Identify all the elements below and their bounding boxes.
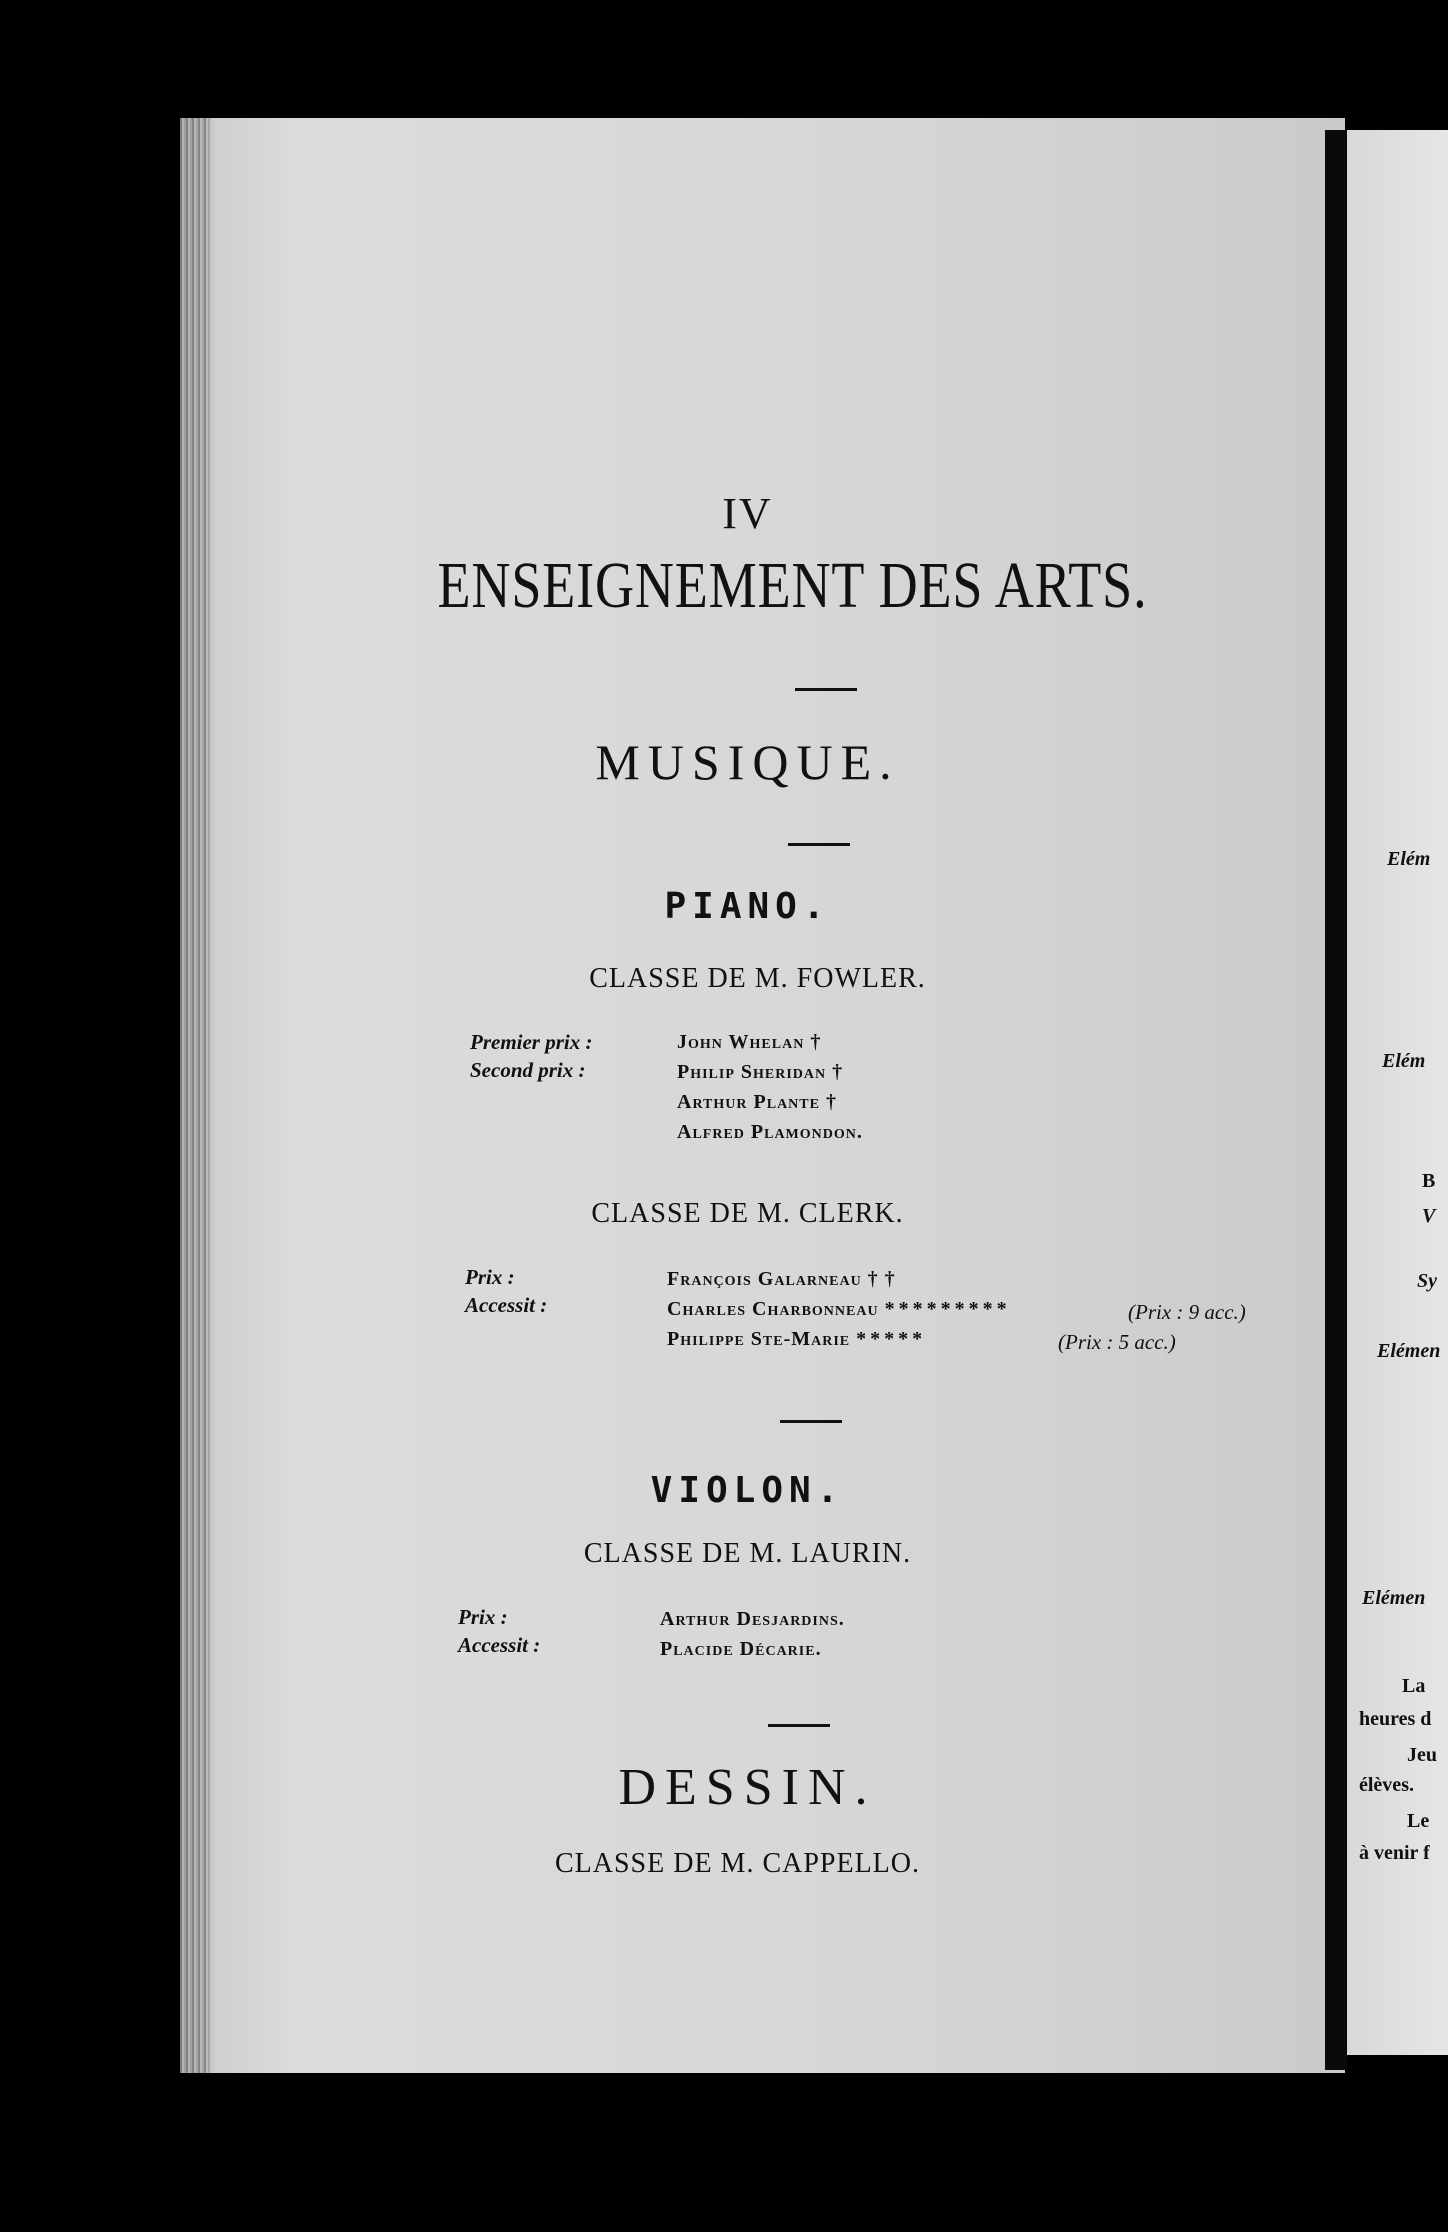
violin-laurin-entry: Arthur Desjardins.	[660, 1608, 845, 1630]
second-prize-label: Second prix :	[470, 1058, 586, 1082]
piano-class-fowler-title: CLASSE DE M. FOWLER.	[589, 963, 926, 994]
accessit-label: Accessit :	[465, 1293, 548, 1317]
prize-label: Prix :	[458, 1605, 508, 1629]
entry-marks: *********	[884, 1298, 1011, 1320]
adjacent-page-fragment: Elémen	[1362, 1587, 1426, 1609]
violin-heading: VIOLON.	[650, 1470, 845, 1511]
entry-name: Charles Charbonneau	[667, 1298, 879, 1320]
entry-name: Philippe Ste-Marie	[667, 1328, 851, 1350]
divider-rule	[795, 688, 857, 691]
drawing-heading: DESSIN.	[618, 1759, 877, 1816]
piano-fowler-entry: Alfred Plamondon.	[677, 1121, 863, 1143]
accessit-label: Accessit :	[458, 1633, 541, 1657]
adjacent-page-fragment: heures d	[1359, 1708, 1432, 1730]
adjacent-page-fragment: Jeu	[1407, 1744, 1437, 1766]
adjacent-page-fragment: à venir f	[1359, 1842, 1430, 1864]
piano-fowler-entry: Arthur Plante †	[677, 1091, 837, 1113]
adjacent-page-fragment: Le	[1407, 1810, 1430, 1832]
adjacent-page-fragment: B	[1422, 1170, 1436, 1192]
adjacent-page-fragment: Elémen	[1377, 1340, 1441, 1362]
piano-clerk-entry	[667, 1328, 926, 1351]
divider-rule	[788, 843, 850, 846]
music-heading: MUSIQUE.	[595, 734, 900, 790]
adjacent-page	[1347, 130, 1448, 2055]
adjacent-page-fragment: élèves.	[1359, 1774, 1414, 1796]
first-prize-label: Premier prix :	[470, 1030, 593, 1054]
adjacent-page-fragment: Sy	[1417, 1270, 1437, 1292]
piano-clerk-entry	[667, 1298, 1011, 1321]
piano-fowler-entry: Philip Sheridan †	[677, 1061, 844, 1083]
entry-note: (Prix : 9 acc.)	[1128, 1300, 1246, 1324]
divider-rule	[768, 1724, 830, 1727]
violin-laurin-entry: Placide Décarie.	[660, 1638, 822, 1660]
section-number: IV	[722, 489, 773, 538]
piano-clerk-entry: François Galarneau † †	[667, 1268, 896, 1290]
section-title: ENSEIGNEMENT DES ARTS.	[437, 549, 1148, 622]
adjacent-page-fragment: Elém	[1387, 848, 1431, 870]
piano-class-clerk-title: CLASSE DE M. CLERK.	[591, 1198, 904, 1229]
violin-class-laurin-title: CLASSE DE M. LAURIN.	[583, 1538, 912, 1569]
prize-label: Prix :	[465, 1265, 515, 1289]
book-gutter	[1325, 130, 1347, 2070]
divider-rule	[780, 1420, 842, 1423]
piano-fowler-entry: John Whelan †	[677, 1031, 822, 1053]
drawing-class-cappello-title: CLASSE DE M. CAPPELLO.	[554, 1848, 921, 1879]
entry-note: (Prix : 5 acc.)	[1058, 1330, 1176, 1354]
adjacent-page-fragment: V	[1422, 1205, 1436, 1227]
piano-heading: PIANO.	[664, 886, 831, 927]
document-page	[180, 118, 1345, 2073]
entry-marks: *****	[856, 1328, 927, 1350]
adjacent-page-fragment: La	[1402, 1675, 1426, 1697]
adjacent-page-fragment: Elém	[1382, 1050, 1426, 1072]
